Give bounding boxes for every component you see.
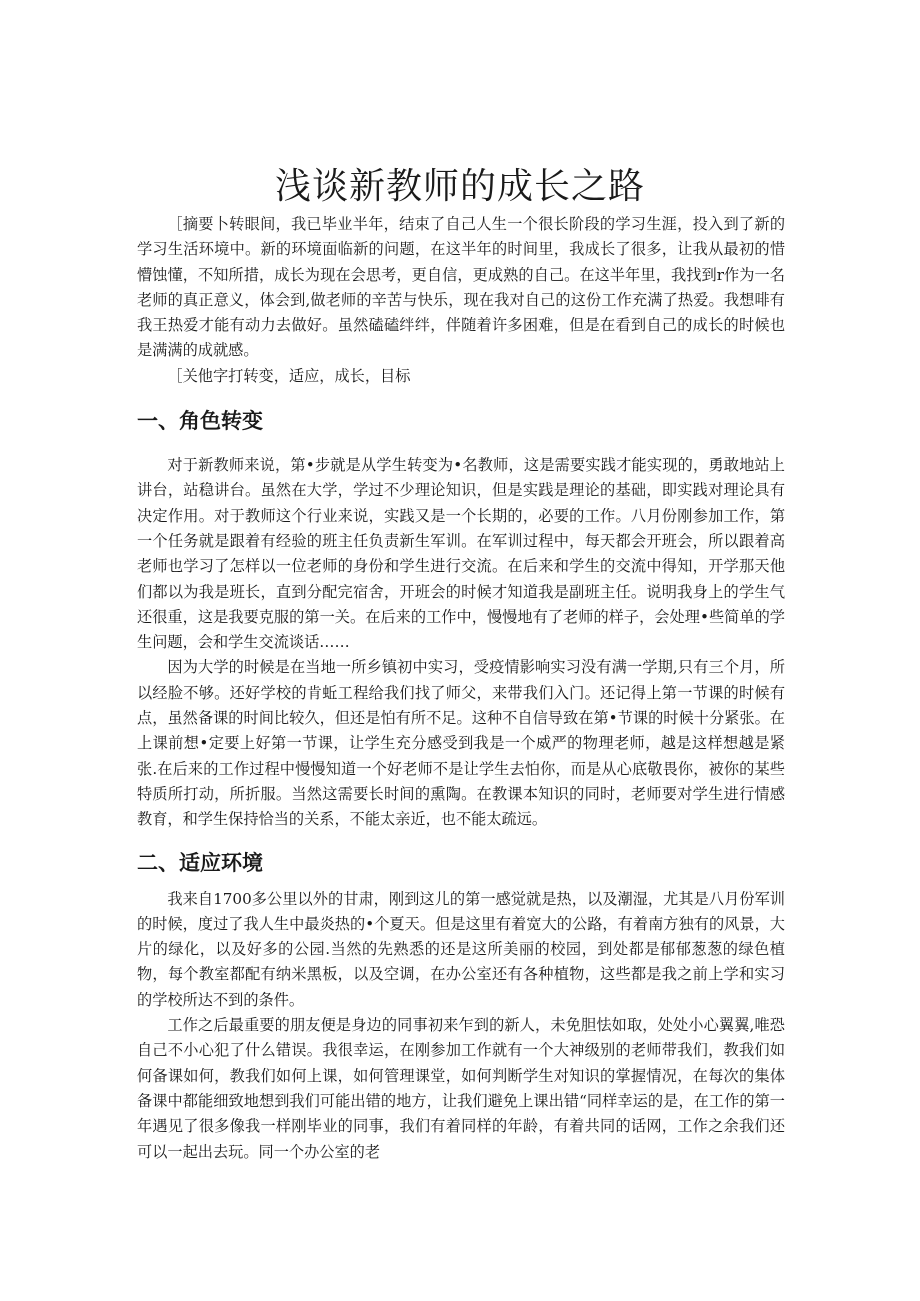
section1-paragraph: 对于新教师来说，第•步就是从学生转变为•名教师，这是需要实践才能实现的，勇敢地站上讲台，站稳讲台。虽然在大学，学过不少理论知识，但是实践是理论的基础，即实践对理论具有决定作用。对于教师这个行业来说，实践又是一个长期的，必要的工作。八月份刚参加工作，第一个任务就是跟着有经验的班主任负责新生军训。在军训过程中，每天都会开班会，所以跟着高老师也学习了怎样以一位老师的身份和学生进行交流。在后来和学生的交流中得知，开学那天他们都以为我是班长，直到分配完宿舍，开班会的时候才知道我是副班主任。说明我身上的学生气还很重，这是我要克服的第一关。在后来的工作中，慢慢地有了老师的样子，会处理•些简单的学生问题，会和学生交流谈话…… (137, 456, 785, 652)
section-heading-adapt-environment: 二、适应环境 (137, 850, 263, 875)
document-body (137, 212, 785, 1165)
abstract-paragraph: ［摘要卜转眼间，我已毕业半年，结束了自己人生一个很长阶段的学习生涯，投入到了新的学习生活环境中。新的环境面临新的问题，在这半年的时间里，我成长了很多，让我从最初的惜懵蚀懂，不知所措，成长为现在会思考，更自信，更成熟的自己。在这半年里，我找到r作为一名老师的真正意义，体会到,做老师的辛苦与快乐，现在我对自己的这份工作充满了热爱。我想啡有我王热爱才能有动力去做好。虽然磕磕绊绊，伴随着许多困难，但是在看到自己的成长的时候也是满满的成就感。 (137, 215, 785, 360)
document-title: 浅谈新教师的成长之路 (274, 166, 645, 207)
section2-paragraph: 工作之后最重要的朋友便是身边的同事初来乍到的新人，未免胆怯如取，处处小心翼翼,唯恐自己不小心犯了什么错误。我很幸运，在刚参加工作就有一个大神级别的老师带我们，教我们如何备课如何，教我们如何上课，如何管理课堂，如何判断学生对知识的掌握情况，在每次的集体备课中都能细致地想到我们可能出错的地方，让我们避免上课出错“同样幸运的是，在工作的第一年遇见了很多像我一样刚毕业的同事，我们有着同样的年龄，有着共同的话网，工作之余我们还可以一起出去玩。同一个办公室的老 (137, 1016, 785, 1161)
section-heading-role-change: 一、角色转变 (137, 409, 263, 434)
keywords-line: ［关他字打转变，适应，成长，目标 (167, 366, 411, 385)
section1-paragraph: 因为大学的时候是在当地一所乡镇初中实习，受疫情影响实习没有满一学期,只有三个月，所以经脸不够。还好学校的肯蚯工程给我们找了师父，来带我们入门。还记得上第一节课的时候有点，虽然备课的时间比较久，但还是怕有所不足。这种不自信导致在第•节课的时候十分紧张。在上课前想•定要上好第一节课，让学生充分感受到我是一个威严的物理老师，越是这样想越是紧张.在后来的工作过程中慢慢知道一个好老师不是让学生去怕你，而是从心底敬畏你，被你的某些特质所打动，所折服。当然这需要长时间的熏陶。在教课本知识的同时，老师要对学生进行情感教育，和学生保持恰当的关系，不能太亲近，也不能太疏远。 (137, 658, 785, 829)
section2-paragraph: 我来自1700多公里以外的甘肃，刚到这儿的第一感觉就是热，以及潮湿，尤其是八月份军训的时候，度过了我人生中最炎热的•个夏天。但是这里有着宽大的公路，有着南方独有的风景，大片的绿化，以及好多的公园.当然的先熟悉的还是这所美丽的校园，到处都是郁郁葱葱的绿色植物，每个教室都配有纳米黑板，以及空调，在办公室还有各种植物，这些都是我之前上学和实习的学校所达不到的条件。 (137, 889, 785, 1009)
